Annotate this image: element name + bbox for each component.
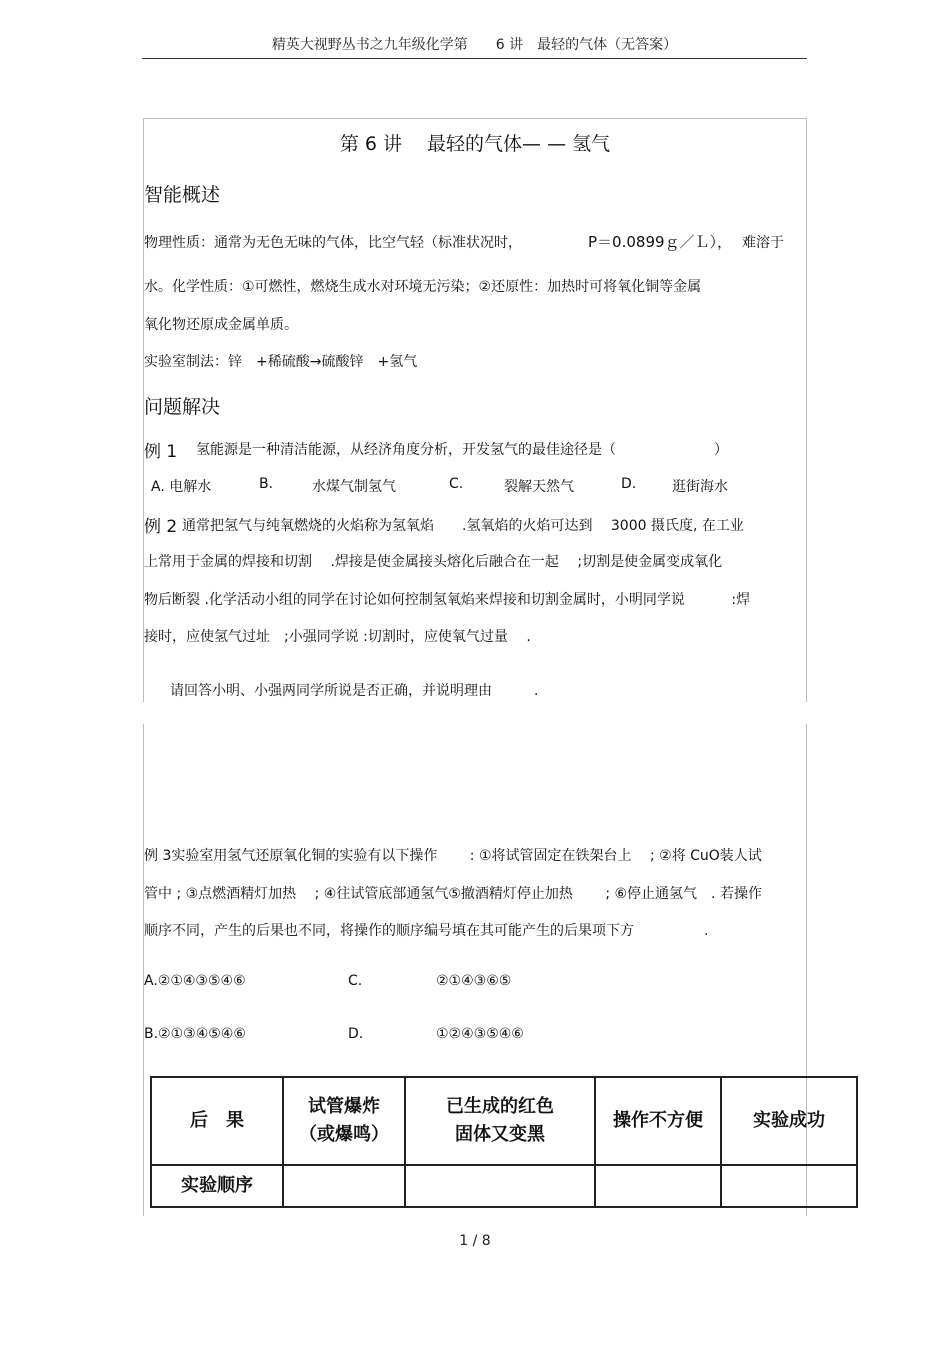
header-rule: [142, 58, 807, 59]
table-header-blackened: [405, 1077, 595, 1165]
table-header-row: [151, 1077, 857, 1165]
ex2-label: 例 2: [144, 517, 178, 537]
ex1-option-c-letter: C.: [449, 476, 464, 492]
ex1-option-d: 逛街海水: [672, 479, 728, 495]
content-frame-top: [143, 118, 806, 119]
table-header-blackened-line2: 固体又变黑: [455, 1124, 545, 1145]
frame-gap: [138, 702, 812, 724]
ex3-line-3: 顺序不同，产生的后果也不同，将操作的顺序编号填在其可能产生的后果项下方 .: [144, 923, 709, 939]
ex2-line-2: 上常用于金属的焊接和切割 .焊接是使金属接头熔化后融合在一起 ;切割是使金属变成氧化: [144, 554, 723, 570]
chemical-properties: 水。化学性质：①可燃性，燃烧生成水对环境无污染；②还原性：加热时可将氧化铜等金属: [144, 279, 702, 295]
physical-text-end: 难溶于: [742, 235, 785, 251]
table-cell-blank: [721, 1165, 857, 1207]
ex2-line-4: 接时，应使氢气过址 ;小强同学说 :切割时，应使氧气过量 .: [144, 629, 531, 645]
page-header: 精英大视野丛书之九年级化学第 6 讲 最轻的气体（无答案）: [271, 37, 678, 53]
ex2-line-1: 通常把氢气与纯氧燃烧的火焰称为氢氧焰 .氢氧焰的火焰可达到 3000 摄氏度, 在工业: [182, 518, 744, 534]
section-overview: 智能概述: [144, 184, 221, 206]
ex3-option-d-letter: D.: [348, 1026, 364, 1042]
table-header-explosion-line2: （或爆鸣）: [299, 1124, 389, 1145]
ex3-option-c-letter: C.: [348, 973, 363, 989]
ex3-option-d: ①②④③⑤④⑥: [436, 1026, 524, 1042]
table-header-success: 实验成功: [721, 1077, 857, 1165]
density-formula: Ρ＝0.0899ｇ／Ｌ），: [588, 233, 733, 251]
results-table: [150, 1076, 858, 1208]
table-cell-blank: [405, 1165, 595, 1207]
ex1-option-b-letter: B.: [259, 476, 274, 492]
physical-properties: [144, 231, 784, 252]
ex3-option-b: B.②①③④⑤④⑥: [144, 1026, 246, 1042]
physical-text: 物理性质：通常为无色无味的气体，比空气轻（标准状况时，: [144, 235, 522, 251]
ex2-line-5: 请回答小明、小强两同学所说是否正确，并说明理由 .: [170, 683, 539, 699]
ex3-line-1: 例 3实验室用氢气还原氧化铜的实验有以下操作 : ①将试管固定在铁架台上 ; ②将 CuO装人试: [144, 848, 762, 864]
ex1-option-a: A. 电解水: [151, 479, 212, 495]
page-number: 1 / 8: [459, 1233, 491, 1249]
lab-preparation: 实验室制法：锌 +稀硫酸→硫酸锌 +氢气: [144, 354, 418, 370]
ex1-option-b: 水煤气制氢气: [312, 479, 396, 495]
lecture-title: 第 6 讲 最轻的气体— — 氢气: [339, 133, 611, 155]
section-problems: 问题解决: [144, 396, 221, 418]
table-cell-blank: [595, 1165, 721, 1207]
table-header-inconvenient: 操作不方便: [595, 1077, 721, 1165]
ex3-option-a: A.②①④③⑤④⑥: [144, 973, 246, 989]
table-header-consequence: 后 果: [151, 1077, 283, 1165]
ex1-option-d-letter: D.: [621, 476, 637, 492]
table-row-label: 实验顺序: [151, 1165, 283, 1207]
table-header-explosion: [283, 1077, 405, 1165]
chemical-properties-cont: 氧化物还原成金属单质。: [144, 317, 298, 333]
table-header-blackened-line1: 已生成的红色: [446, 1096, 554, 1117]
content-frame-right: [806, 118, 807, 1216]
ex1-label: 例 1: [144, 442, 178, 462]
table-header-explosion-line1: 试管爆炸: [308, 1096, 380, 1117]
ex1-option-c: 裂解天然气: [504, 479, 574, 495]
table-cell-blank: [283, 1165, 405, 1207]
table-row: [151, 1165, 857, 1207]
ex3-line-2: 管中 ; ③点燃酒精灯加热 ; ④往试管底部通氢气⑤撤酒精灯停止加热 ; ⑥停止通氢气 . 若操作: [144, 886, 762, 902]
ex3-option-c: ②①④③⑥⑤: [436, 973, 512, 989]
ex2-line-3: 物后断裂 .化学活动小组的同学在讨论如何控制氢氧焰来焊接和切割金属时，小明同学说 :焊: [144, 592, 751, 608]
ex1-question: 氢能源是一种清洁能源，从经济角度分析，开发氢气的最佳途径是（ ）: [196, 442, 728, 458]
